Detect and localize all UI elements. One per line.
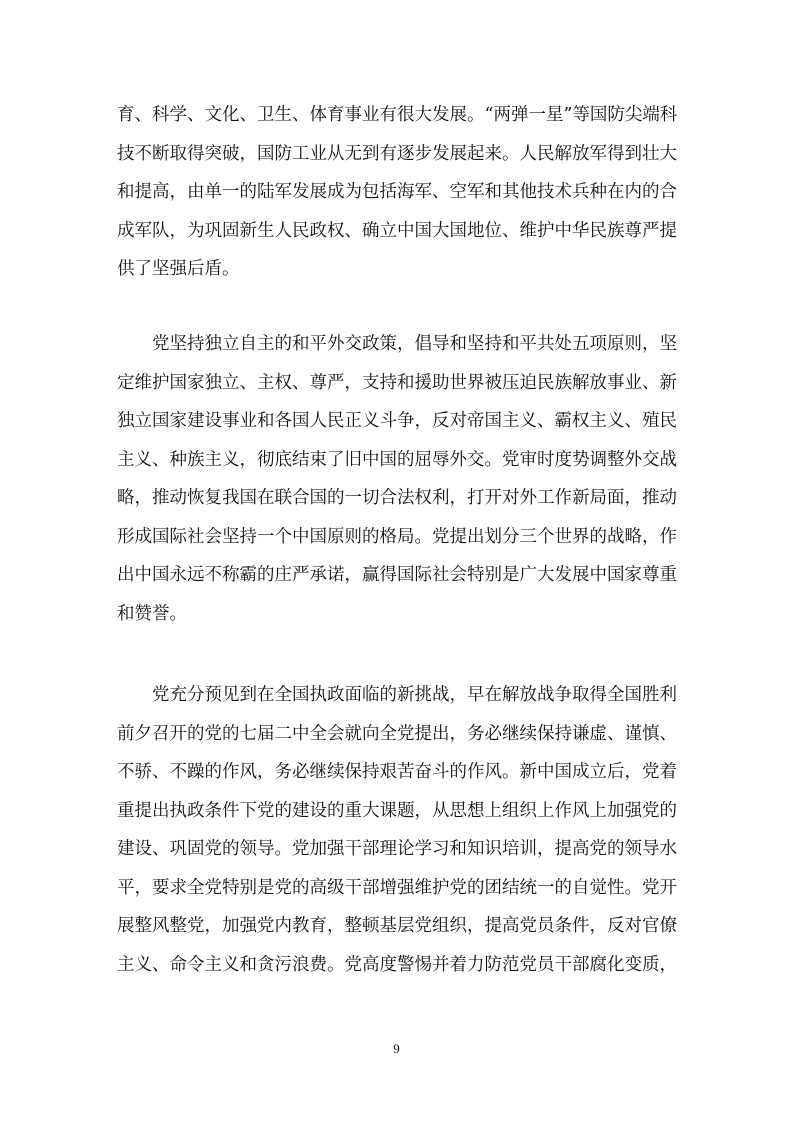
text-line: 主义、命令主义和贪污浪费。党高度警惕并着力防范党员干部腐化变质，: [117, 954, 677, 975]
page-number: 9: [393, 1041, 400, 1056]
text-line: 建设、巩固党的领导。党加强干部理论学习和知识培训，提高党的领导水: [117, 839, 677, 859]
text-line: 党坚持独立自主的和平外交政策，倡导和坚持和平共处五项原则，坚: [152, 334, 677, 354]
paragraph-foreign-policy: [117, 325, 677, 633]
text-line: 略，推动恢复我国在联合国的一切合法权利，打开对外工作新局面，推动: [117, 488, 677, 508]
text-line: 展整风整党，加强党内教育，整顿基层党组织，提高党员条件，反对官僚: [117, 916, 677, 936]
paragraph-party-building: [117, 676, 677, 984]
text-line: 重提出执政条件下党的建设的重大课题，从思想上组织上作风上加强党的: [117, 800, 677, 821]
text-line: 供了坚强后盾。: [117, 259, 240, 279]
text-line: 前夕召开的党的七届二中全会就向全党提出，务必继续保持谦虚、谨慎、: [117, 723, 677, 744]
text-line: 成军队，为巩固新生人民政权、确立中国大国地位、维护中华民族尊严提: [117, 220, 677, 241]
paragraph-national-defense: [117, 96, 677, 289]
text-line: 技不断取得突破，国防工业从无到有逐步发展起来。人民解放军得到壮大: [117, 143, 677, 164]
text-line: 和赞誉。: [117, 603, 187, 624]
text-line: 育、科学、文化、卫生、体育事业有很大发展。“两弹一星”等国防尖端科: [117, 105, 677, 125]
text-line: 形成国际社会坚持一个中国原则的格局。党提出划分三个世界的战略，作: [117, 526, 677, 547]
text-line: 平，要求全党特别是党的高级干部增强维护党的团结统一的自觉性。党开: [117, 877, 677, 898]
text-line: 不骄、不躁的作风，务必继续保持艰苦奋斗的作风。新中国成立后，党着: [117, 762, 677, 782]
text-line: 主义、种族主义，彻底结束了旧中国的屈辱外交。党审时度势调整外交战: [117, 449, 677, 470]
text-line: 独立国家建设事业和各国人民正义斗争，反对帝国主义、霸权主义、殖民: [117, 411, 677, 431]
text-line: 出中国永远不称霸的庄严承诺，赢得国际社会特别是广大发展中国家尊重: [117, 565, 677, 585]
text-line: 党充分预见到在全国执政面临的新挑战，早在解放战争取得全国胜利: [152, 685, 677, 705]
text-line: 和提高，由单一的陆军发展成为包括海军、空军和其他技术兵种在内的合: [117, 182, 677, 202]
text-line: 定维护国家独立、主权、尊严，支持和援助世界被压迫民族解放事业、新: [117, 372, 677, 393]
